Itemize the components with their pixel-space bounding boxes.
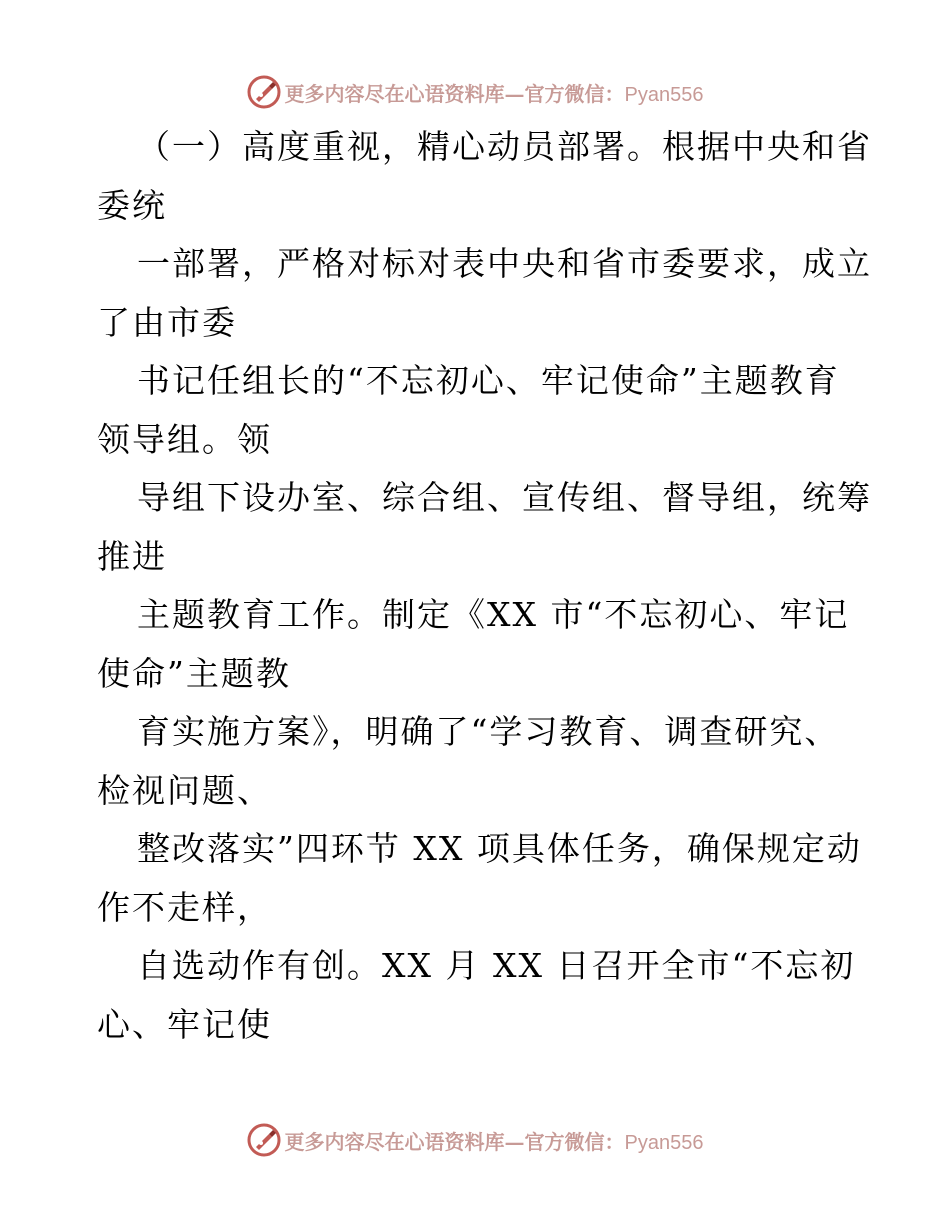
document-body	[97, 118, 872, 1054]
header-watermark	[0, 72, 950, 112]
text-line: 委统	[97, 185, 167, 225]
text-line: 使命”主题教	[97, 653, 291, 693]
text-line: 了由市委	[97, 302, 237, 342]
text-line: 领导组。领	[97, 419, 272, 459]
pen-logo-icon	[247, 75, 281, 109]
text-line: 育实施方案》，明确了“学习教育、调查研究、	[137, 712, 840, 751]
text-line: 主题教育工作。制定《XX 市“不忘初心、牢记	[137, 595, 850, 634]
text-line: 书记任组长的“不忘初心、牢记使命”主题教育	[137, 361, 840, 400]
text-line: 检视问题、	[97, 770, 272, 810]
text-line: 心、牢记使	[97, 1004, 272, 1044]
watermark-text: 更多内容尽在心语资料库—官方微信：Pyan556	[284, 1129, 704, 1154]
text-line: 整改落实”四环节 XX 项具体任务，确保规定动	[137, 829, 862, 868]
footer-watermark	[0, 1120, 950, 1160]
text-line: 导组下设办室、综合组、宣传组、督导组，统筹	[137, 478, 872, 517]
text-line: 推进	[97, 536, 167, 576]
text-line: 自选动作有创。XX 月 XX 日召开全市“不忘初	[137, 946, 856, 985]
text-line: （一）高度重视，精心动员部署。根据中央和省	[137, 127, 872, 166]
pen-logo-icon	[247, 1123, 281, 1157]
text-line: 一部署，严格对标对表中央和省市委要求，成立	[137, 244, 872, 283]
watermark-text: 更多内容尽在心语资料库—官方微信：Pyan556	[284, 81, 704, 106]
text-line: 作不走样，	[97, 887, 272, 927]
